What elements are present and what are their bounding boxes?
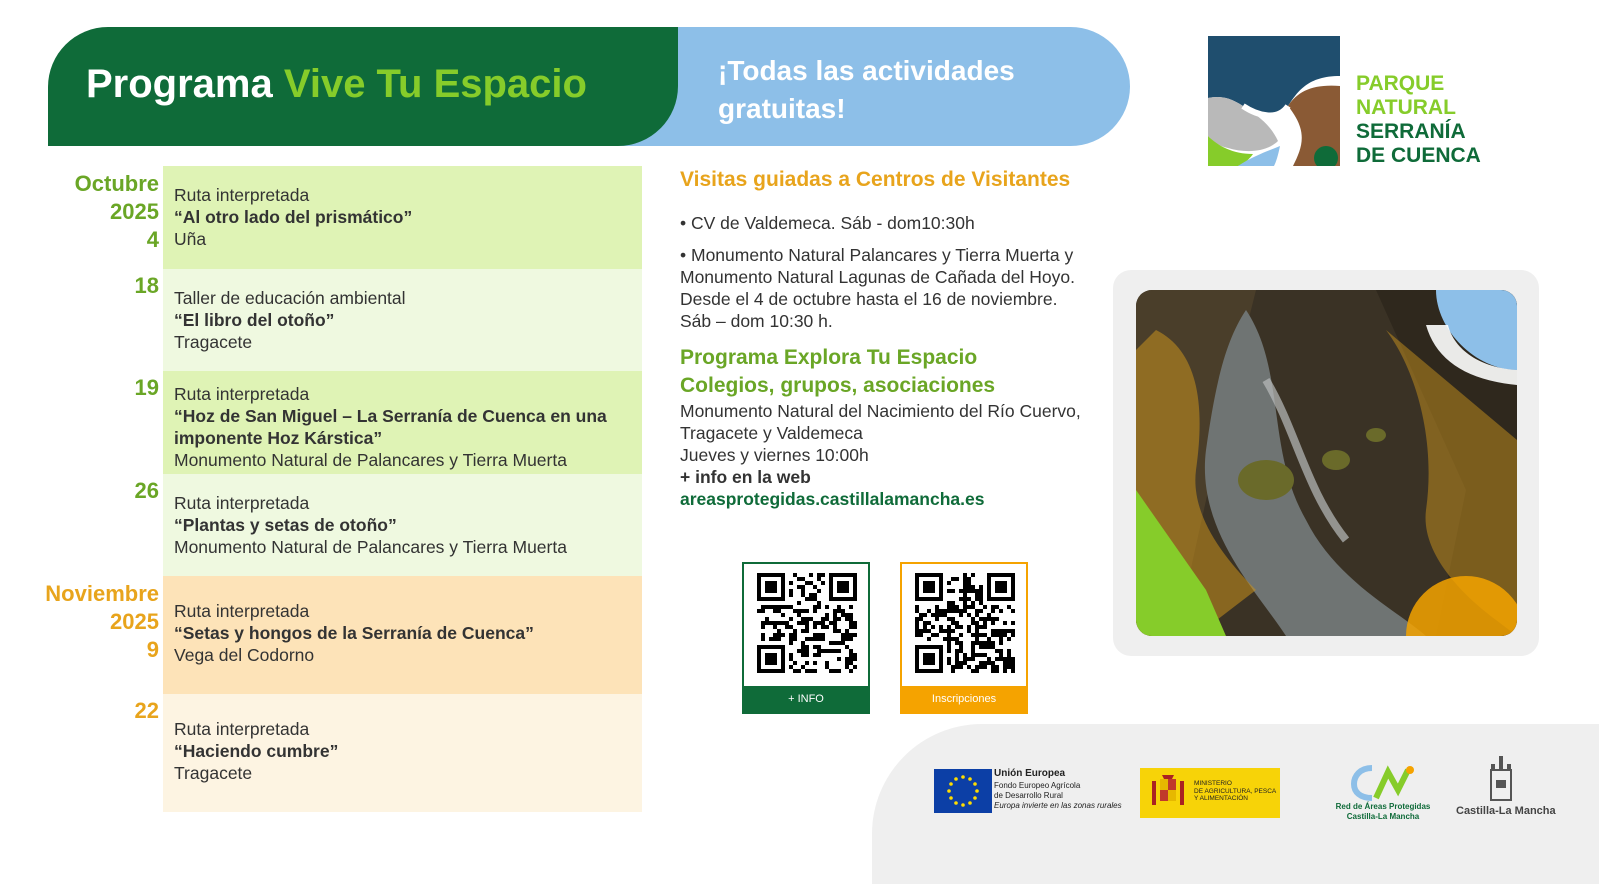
month-label: Noviembre xyxy=(45,581,159,606)
ministry-line: DE AGRICULTURA, PESCA xyxy=(1194,787,1277,795)
event-name: “El libro del otoño” xyxy=(174,310,335,330)
year-label: 2025 xyxy=(110,199,159,224)
event-row xyxy=(163,166,642,269)
ministry-line: Y ALIMENTACIÓN xyxy=(1194,795,1248,802)
event-name: “Plantas y setas de otoño” xyxy=(174,515,397,535)
event-place: Tragacete xyxy=(174,763,253,783)
qr-info-label: + INFO xyxy=(744,686,868,712)
day-label: 4 xyxy=(146,227,159,252)
event-name: “Haciendo cumbre” xyxy=(174,741,339,761)
event-name: “Hoz de San Miguel – La Serranía de Cuenca en una xyxy=(174,406,607,426)
logo-line-2: NATURAL xyxy=(1356,96,1456,119)
explora-line: Tragacete y Valdemeca xyxy=(680,423,863,443)
explora-heading-2: Colegios, grupos, asociaciones xyxy=(680,374,996,397)
event-row xyxy=(163,269,642,371)
rap-line: Red de Áreas Protegidas xyxy=(1335,802,1431,811)
event-place: Monumento Natural de Palancares y Tierra Muerta xyxy=(174,537,567,557)
explora-details xyxy=(680,400,1081,510)
river-image xyxy=(1136,290,1517,636)
event-name-cont: imponente Hoz Kárstica” xyxy=(174,428,383,448)
website-link[interactable]: areasprotegidas.castillalamancha.es xyxy=(680,489,985,509)
explora-heading xyxy=(680,344,995,400)
event-place: Monumento Natural de Palancares y Tierra Muerta xyxy=(174,450,567,470)
eu-text xyxy=(994,769,1122,811)
rap-line: Castilla-La Mancha xyxy=(1346,812,1420,821)
event-place: Vega del Codorno xyxy=(174,645,315,665)
park-logo-icon xyxy=(1208,36,1340,166)
event-type: Ruta interpretada xyxy=(174,719,310,739)
title-prefix: Programa xyxy=(86,62,273,106)
event-row xyxy=(163,694,642,812)
visitas-cv: • CV de Valdemeca. Sáb - dom10:30h xyxy=(680,213,975,233)
event-type: Taller de educación ambiental xyxy=(174,288,406,308)
eu-line: de Desarrollo Rural xyxy=(994,791,1063,800)
event-type: Ruta interpretada xyxy=(174,493,310,513)
explora-heading-1: Programa Explora Tu Espacio xyxy=(680,346,978,369)
ministry-text xyxy=(1194,780,1276,803)
date-day: 26 xyxy=(134,478,159,503)
event-row xyxy=(163,474,642,576)
free-activities-note xyxy=(718,52,1098,128)
visitas-line: Monumento Natural Lagunas de Cañada del Hoyo. xyxy=(680,267,1075,287)
qr-inscripciones[interactable] xyxy=(900,562,1028,714)
date-october xyxy=(75,170,159,254)
event-row xyxy=(163,371,642,474)
visitas-line: • Monumento Natural Palancares y Tierra Muerta y xyxy=(680,245,1074,265)
eu-flag-icon xyxy=(934,769,992,813)
qr-code-icon xyxy=(915,573,1015,673)
day-label: 9 xyxy=(146,637,159,662)
date-day: 22 xyxy=(134,698,159,723)
explora-info: + info en la web xyxy=(680,467,811,487)
free-line-1: ¡Todas las actividades xyxy=(718,55,1015,86)
month-label: Octubre xyxy=(74,171,159,196)
explora-line: Monumento Natural del Nacimiento del Río Cuervo, xyxy=(680,401,1081,421)
date-november xyxy=(45,580,159,664)
visitas-heading: Visitas guiadas a Centros de Visitantes xyxy=(680,168,1071,191)
event-name: “Setas y hongos de la Serranía de Cuenca” xyxy=(174,623,534,643)
event-type: Ruta interpretada xyxy=(174,601,310,621)
date-day: 19 xyxy=(134,375,159,400)
event-type: Ruta interpretada xyxy=(174,384,310,404)
logo-line-1: PARQUE xyxy=(1356,72,1445,95)
castilla-la-mancha-icon xyxy=(1487,756,1515,804)
castilla-la-mancha-text: Castilla-La Mancha xyxy=(1456,805,1556,817)
ministry-line: MINISTERIO xyxy=(1194,780,1232,787)
date-day: 18 xyxy=(134,273,159,298)
page-title xyxy=(86,62,587,107)
red-areas-protegidas-text xyxy=(1316,802,1450,822)
year-label: 2025 xyxy=(110,609,159,634)
qr-code-icon xyxy=(757,573,857,673)
event-type: Ruta interpretada xyxy=(174,185,310,205)
qr-info[interactable] xyxy=(742,562,870,714)
river-photo xyxy=(1136,290,1517,636)
red-areas-protegidas-icon xyxy=(1350,762,1416,802)
event-name: “Al otro lado del prismático” xyxy=(174,207,413,227)
event-row xyxy=(163,576,642,694)
qr-inscripciones-label: Inscripciones xyxy=(902,686,1026,712)
eu-title: Unión Europea xyxy=(994,768,1066,779)
title-accent: Vive Tu Espacio xyxy=(283,62,587,106)
logo-line-4: DE CUENCA xyxy=(1356,144,1481,167)
park-logo-text xyxy=(1356,72,1481,168)
eu-line: Fondo Europeo Agrícola xyxy=(994,781,1081,790)
free-line-2: gratuitas! xyxy=(718,93,846,124)
visitas-line: Desde el 4 de octubre hasta el 16 de noviembre. xyxy=(680,289,1058,309)
visitas-line: Sáb – dom 10:30 h. xyxy=(680,311,833,331)
eu-line: Europa invierte en las zonas rurales xyxy=(994,801,1122,810)
visitas-monumentos xyxy=(680,244,1075,332)
logo-line-3: SERRANÍA xyxy=(1356,120,1466,143)
event-place: Tragacete xyxy=(174,332,253,352)
event-place: Uña xyxy=(174,229,207,249)
explora-line: Jueves y viernes 10:00h xyxy=(680,445,869,465)
coat-of-arms-icon xyxy=(1148,771,1188,815)
